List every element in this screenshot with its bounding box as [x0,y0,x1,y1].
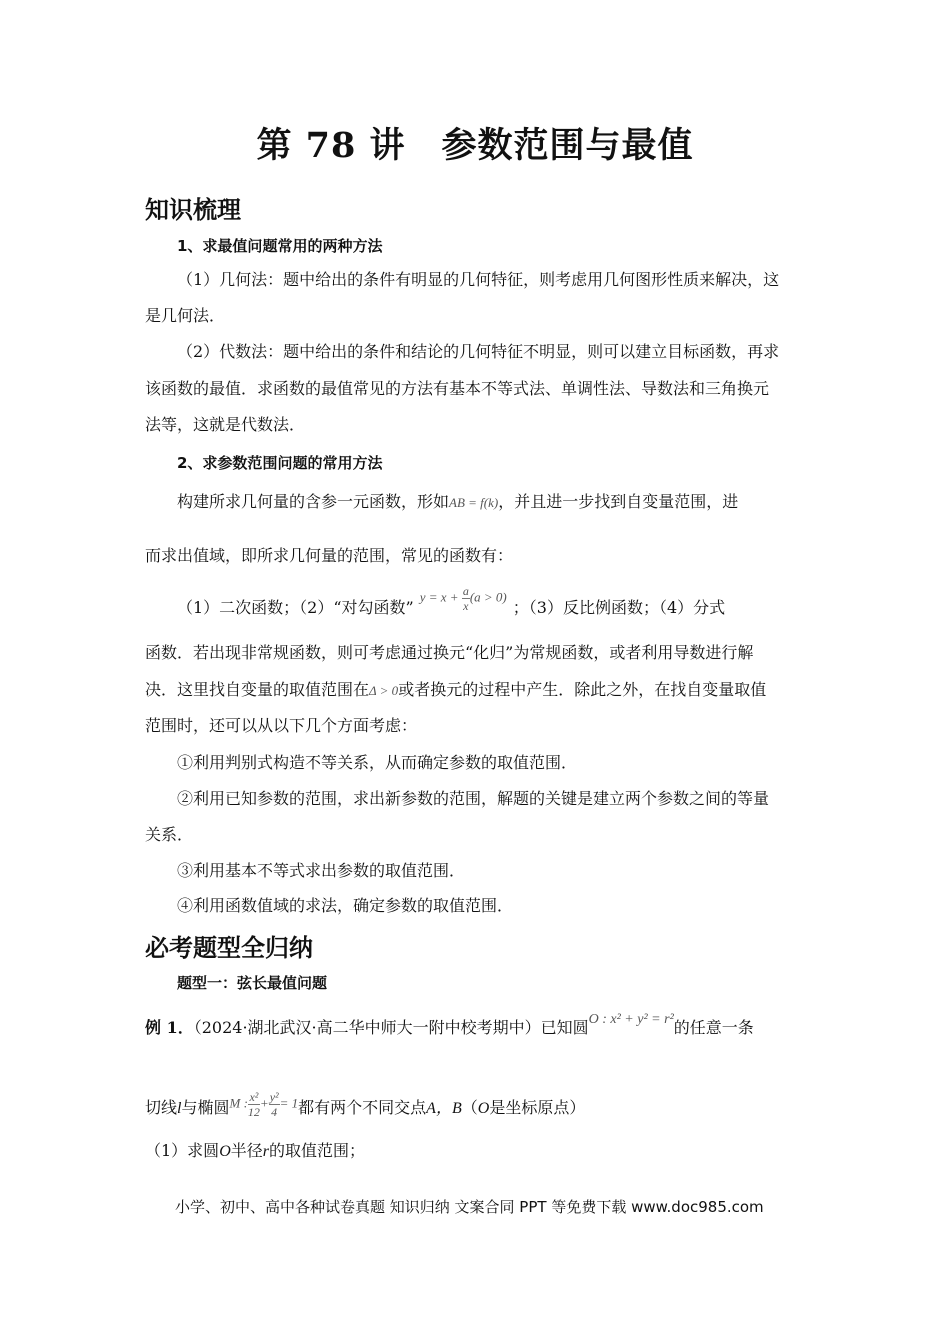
paragraph-function-types-line3: 决．这里找自变量的取值范围在Δ > 0或者换元的过程中产生．除此之外，在找自变量取值 [145,680,767,699]
subheading-parameter-range-methods: 2、求参数范围问题的常用方法 [177,454,383,472]
title-lecture-number: 第 78 讲 [256,125,406,166]
page-title [0,118,950,168]
example1-line2: 切线l与椭圆M : $\frac{\text{x²}}{12}$ + $\frac{\text{y²}}{4}$ = 1都有两个不同交点A，B（O是坐标原点） [145,1090,586,1119]
paragraph-construct-line2: 而求出值域，即所求几何量的范围，常见的函数有： [145,546,514,565]
paragraph-algebraic-line2: 该函数的最值．求函数的最值常见的方法有基本不等式法、单调性法、导数法和三角换元 [145,379,770,398]
paragraph-geometric-line1: （1）几何法：题中给出的条件有明显的几何特征，则考虑用几何图形性质来解决，这 [177,270,780,289]
section-heading-knowledge: 知识梳理 [145,196,241,224]
paragraph-function-types-line2: 函数．若出现非常规函数，则可考虑通过换元“化归”为常规函数，或者利用导数进行解 [145,643,754,662]
paragraph-function-types-line1: （1）二次函数；（2）“对勾函数”y = x + $\frac{a}{x}$ (a > 0)；（3）反比例函数；（4）分式 [177,584,726,617]
example-label: 例 1． [145,1018,194,1037]
paragraph-geometric-line2: 是几何法． [145,306,226,325]
paragraph-construct-line1: 构建所求几何量的含参一元函数，形如AB = f(k)，并且进一步找到自变量范围，进 [177,492,739,511]
example1-line1: 例 1．（2024·湖北武汉·高二华中师大一附中校考期中）已知圆O : x² + y² = r²的任意一条 [145,1012,754,1037]
question1: （1）求圆O半径r的取值范围； [145,1141,366,1160]
formula-nike-function: y = x + $\frac{a}{x}$ (a > 0) [419,584,507,613]
list-item-discriminant: ①利用判别式构造不等关系，从而确定参数的取值范围． [177,753,578,772]
paragraph-algebraic-line3: 法等，这就是代数法． [145,415,306,434]
list-item-known-parameter: ②利用已知参数的范围，求出新参数的范围，解题的关键是建立两个参数之间的等量 [177,789,770,808]
formula-ellipse-m: M : $\frac{\text{x²}}{12}$ + $\frac{\text{y²}}{4}$ = 1 [229,1090,299,1119]
formula-circle-o: O : x² + y² = r² [588,1012,674,1027]
title-topic: 参数范围与最值 [441,125,694,166]
list-item-range-method: ④利用函数值域的求法，确定参数的取值范围． [177,896,514,915]
section-heading-problem-types: 必考题型全归纳 [145,934,313,962]
formula-delta-positive: Δ > 0 [369,683,399,698]
formula-ab-equals-fk: AB = f(k) [449,495,499,510]
paragraph-function-types-line4: 范围时，还可以从以下几个方面考虑： [145,716,418,735]
subheading-extremum-methods: 1、求最值问题常用的两种方法 [177,237,383,255]
list-item-known-parameter-cont: 关系． [145,825,194,844]
paragraph-algebraic-line1: （2）代数法：题中给出的条件和结论的几何特征不明显，则可以建立目标函数，再求 [177,342,780,361]
subheading-type1-chord-length: 题型一：弦长最值问题 [177,974,328,992]
list-item-basic-inequality: ③利用基本不等式求出参数的取值范围． [177,861,466,880]
page-footer: 小学、初中、高中各种试卷真题 知识归纳 文案合同 PPT 等免费下载 www.doc985.com [175,1198,764,1216]
